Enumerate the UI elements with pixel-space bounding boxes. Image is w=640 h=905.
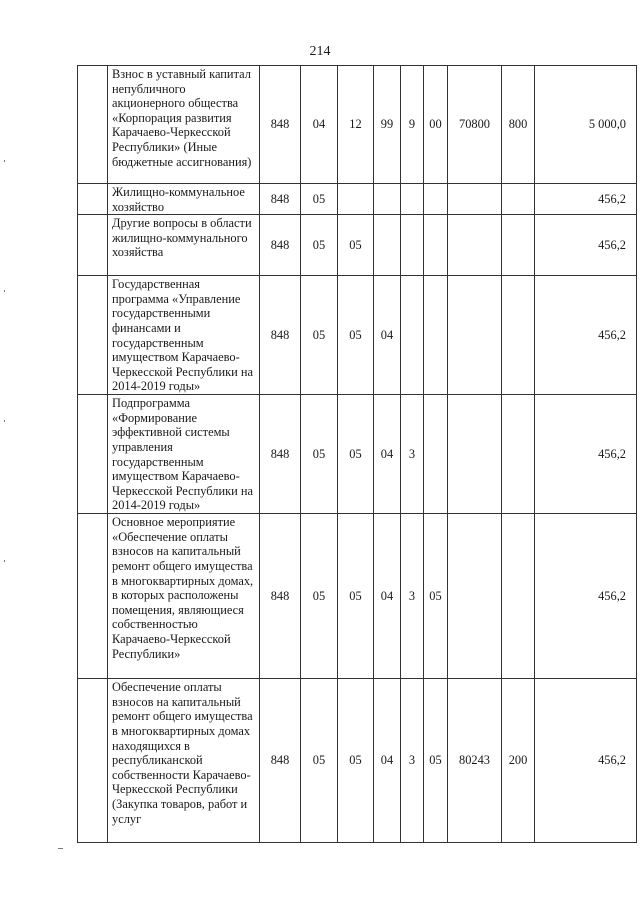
- expense-type-cell: [502, 184, 535, 215]
- expense-type-cell: 800: [502, 66, 535, 184]
- expense-type-cell: [502, 215, 535, 276]
- ministry-code-cell: 848: [260, 215, 301, 276]
- direction-code-cell: [448, 395, 502, 514]
- page-number: 214: [309, 44, 331, 59]
- direction-code-cell: [448, 514, 502, 679]
- row-index-cell: [78, 395, 108, 514]
- subsection-code-cell: 12: [338, 66, 374, 184]
- row-index-cell: [78, 66, 108, 184]
- section-code-cell: 05: [301, 679, 338, 843]
- table-row: [78, 66, 637, 184]
- row-index-cell: [78, 514, 108, 679]
- row-index-cell: [78, 679, 108, 843]
- expense-type-cell: [502, 514, 535, 679]
- program-code-cell: 04: [374, 679, 401, 843]
- expense-name-cell: Основное мероприятие «Обеспечение оплаты взносов на капитальный ремонт общего имущества в многоквартирных домах, в которых расположены помещения, являющиеся собственностью Карачаево-Черкесской Республики»: [108, 514, 260, 679]
- scan-speck: [4, 290, 5, 292]
- table-row: [78, 395, 637, 514]
- program-code-cell: 04: [374, 276, 401, 395]
- amount-cell: 456,2: [535, 395, 637, 514]
- scan-speck: [58, 848, 63, 849]
- ministry-code-cell: 848: [260, 276, 301, 395]
- subsection-code-cell: 05: [338, 215, 374, 276]
- program-code-cell: 04: [374, 395, 401, 514]
- expense-name-cell: Жилищно-коммунальное хозяйство: [108, 184, 260, 215]
- ministry-code-cell: 848: [260, 679, 301, 843]
- scan-speck: [4, 160, 5, 162]
- row-index-cell: [78, 215, 108, 276]
- direction-code-cell: [448, 215, 502, 276]
- activity-code-cell: [424, 395, 448, 514]
- amount-cell: 5 000,0: [535, 66, 637, 184]
- section-code-cell: 05: [301, 514, 338, 679]
- expense-name-cell: Государственная программа «Управление государственными финансами и государственным имуществом Карачаево-Черкесской Республики на 2014-2019 годы»: [108, 276, 260, 395]
- table-row: [78, 184, 637, 215]
- scan-speck: [4, 420, 5, 422]
- activity-code-cell: 05: [424, 514, 448, 679]
- amount-cell: 456,2: [535, 184, 637, 215]
- table-row: [78, 514, 637, 679]
- row-index-cell: [78, 276, 108, 395]
- expense-type-cell: 200: [502, 679, 535, 843]
- ministry-code-cell: 848: [260, 184, 301, 215]
- amount-cell: 456,2: [535, 276, 637, 395]
- direction-code-cell: 70800: [448, 66, 502, 184]
- expense-name-cell: Обеспечение оплаты взносов на капитальный ремонт общего имущества в многоквартирных домах находящихся в республиканской собственности Карачаево-Черкесской Республики (Закупка товаров, работ и услуг: [108, 679, 260, 843]
- subprogram-code-cell: [401, 184, 424, 215]
- section-code-cell: 05: [301, 276, 338, 395]
- subsection-code-cell: 05: [338, 395, 374, 514]
- expense-type-cell: [502, 276, 535, 395]
- subprogram-code-cell: [401, 276, 424, 395]
- program-code-cell: 04: [374, 514, 401, 679]
- program-code-cell: [374, 215, 401, 276]
- activity-code-cell: 00: [424, 66, 448, 184]
- table-row: [78, 215, 637, 276]
- subprogram-code-cell: 3: [401, 395, 424, 514]
- subprogram-code-cell: 3: [401, 679, 424, 843]
- section-code-cell: 05: [301, 215, 338, 276]
- amount-cell: 456,2: [535, 679, 637, 843]
- activity-code-cell: [424, 276, 448, 395]
- subprogram-code-cell: 9: [401, 66, 424, 184]
- activity-code-cell: [424, 184, 448, 215]
- direction-code-cell: [448, 184, 502, 215]
- amount-cell: 456,2: [535, 215, 637, 276]
- expense-name-cell: Взнос в уставный капитал непубличного акционерного общества «Корпорация развития Карачаево-Черкесской Республики» (Иные бюджетные ассигнования): [108, 66, 260, 184]
- subprogram-code-cell: 3: [401, 514, 424, 679]
- activity-code-cell: [424, 215, 448, 276]
- ministry-code-cell: 848: [260, 514, 301, 679]
- subsection-code-cell: 05: [338, 276, 374, 395]
- budget-table: [77, 65, 637, 843]
- table-row: [78, 679, 637, 843]
- subprogram-code-cell: [401, 215, 424, 276]
- direction-code-cell: [448, 276, 502, 395]
- activity-code-cell: 05: [424, 679, 448, 843]
- expense-type-cell: [502, 395, 535, 514]
- scan-speck: [4, 560, 5, 562]
- expense-name-cell: Подпрограмма «Формирование эффективной системы управления государственным имуществом Карачаево-Черкесской Республики на 2014-2019 годы»: [108, 395, 260, 514]
- section-code-cell: 04: [301, 66, 338, 184]
- amount-cell: 456,2: [535, 514, 637, 679]
- subsection-code-cell: 05: [338, 679, 374, 843]
- section-code-cell: 05: [301, 184, 338, 215]
- table-row: [78, 276, 637, 395]
- section-code-cell: 05: [301, 395, 338, 514]
- subsection-code-cell: 05: [338, 514, 374, 679]
- direction-code-cell: 80243: [448, 679, 502, 843]
- expense-name-cell: Другие вопросы в области жилищно-коммунального хозяйства: [108, 215, 260, 276]
- program-code-cell: [374, 184, 401, 215]
- row-index-cell: [78, 184, 108, 215]
- ministry-code-cell: 848: [260, 395, 301, 514]
- subsection-code-cell: [338, 184, 374, 215]
- program-code-cell: 99: [374, 66, 401, 184]
- ministry-code-cell: 848: [260, 66, 301, 184]
